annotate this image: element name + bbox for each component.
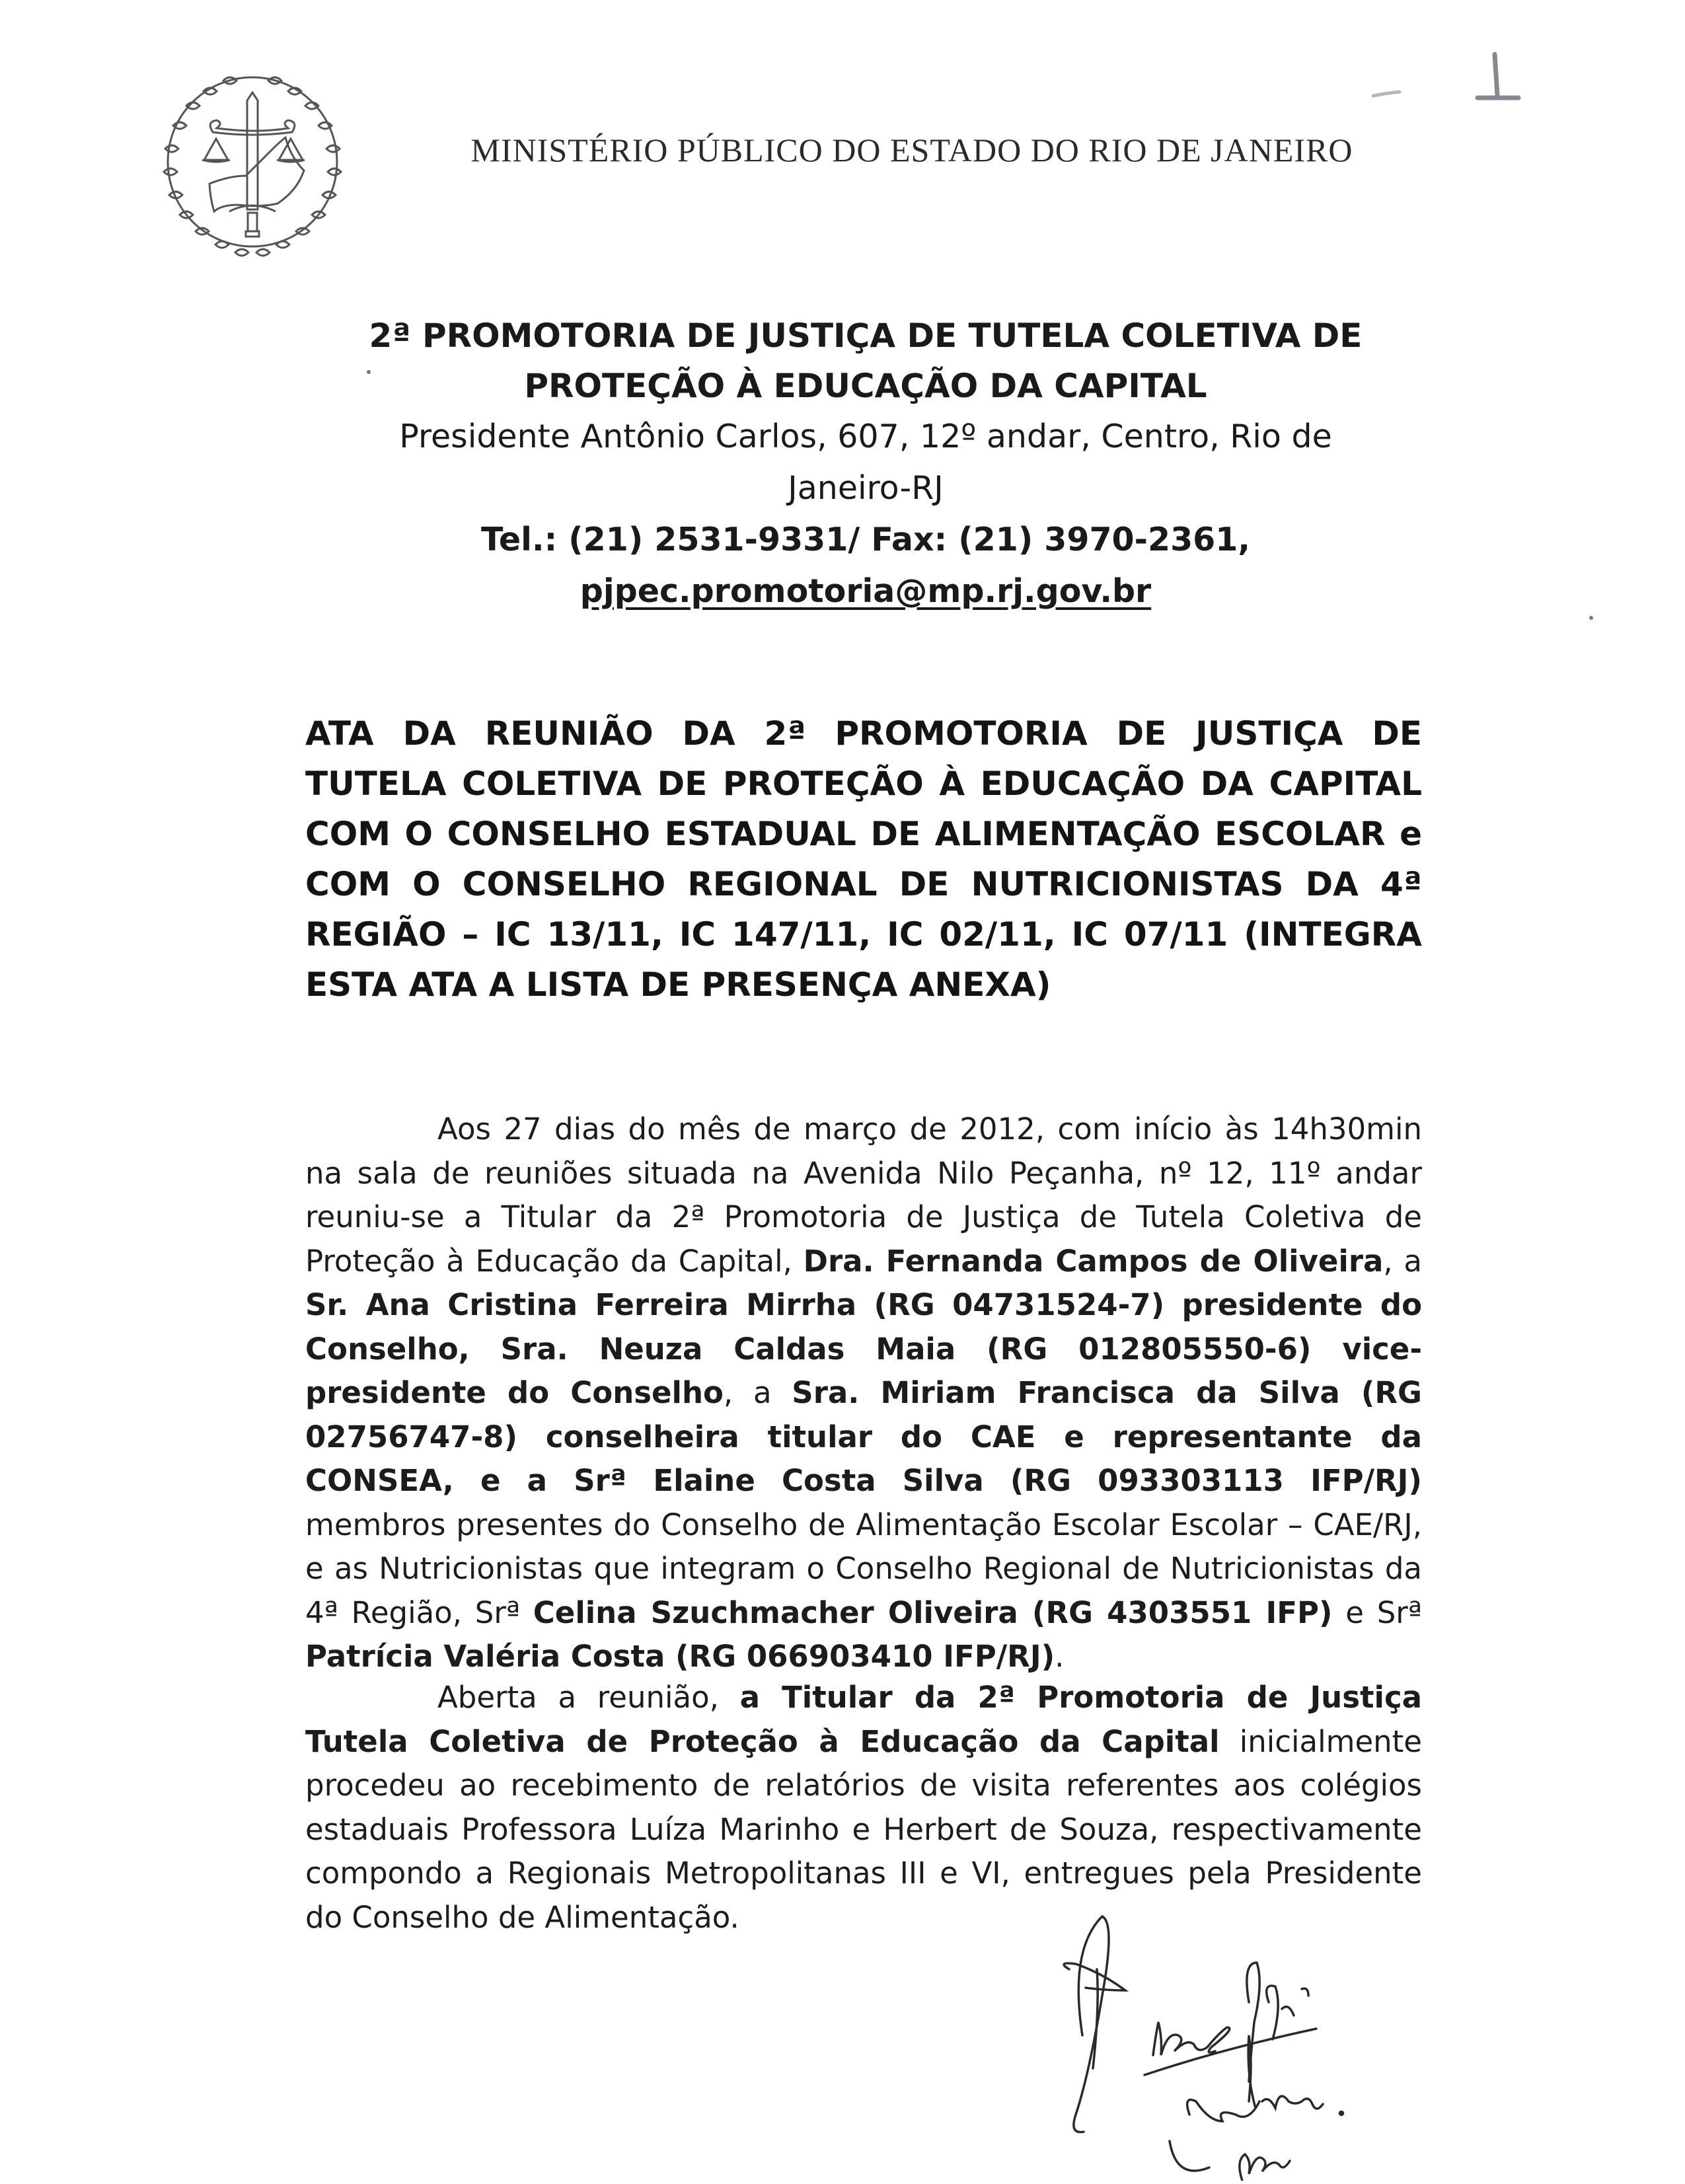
opening-paragraph	[305, 1676, 1422, 1939]
text-run: Aos 27 dias do mês de março de 2012, com início às 14h30min na sala de reuniões situada na Avenida Nilo Peçanha, nº 12, 11º andar reuniu-se a Titular da 2ª Promotoria de Justiça de Tutela Coletiva de Proteção à Educação da Capital,	[305, 1111, 1422, 1279]
institution-name: MINISTÉRIO PÚBLICO DO ESTADO DO RIO DE JANEIRO	[470, 132, 1353, 169]
bold-run-titular: a Titular da 2ª Promotoria de Justiça Tutela Coletiva de Proteção à Educação da Capital	[305, 1680, 1422, 1759]
text-run: , a	[723, 1375, 792, 1410]
text-run: membros presentes do Conselho de Alimentação Escolar Escolar – CAE/RJ, e as Nutricionistas que integram o Conselho Regional de Nutricionistas da 4ª Região, Srª	[305, 1507, 1422, 1630]
signature-1	[1064, 1916, 1125, 2132]
office-name-line2: PROTEÇÃO À EDUCAÇÃO DA CAPITAL	[524, 367, 1207, 405]
text-run: e Srª	[1332, 1595, 1422, 1630]
bold-run-prosecutor: Dra. Fernanda Campos de Oliveira	[803, 1243, 1384, 1279]
signature-2-neuza	[1144, 1963, 1316, 2082]
text-run: inicialmente procedeu ao recebimento de relatórios de visita referentes aos colégios estaduais Professora Luíza Marinho e Herbert de Souza, respectivamente compondo a Regionais Metropolitanas III e VI, entregues pela Presidente do Conselho de Alimentação.	[305, 1723, 1422, 1935]
text-run: Aberta a reunião,	[437, 1680, 740, 1715]
bold-run-nutritionist-2: Patrícia Valéria Costa (RG 066903410 IFP/RJ)	[305, 1639, 1055, 1674]
office-phone-fax: Tel.: (21) 2531-9331/ Fax: (21) 3970-2361,	[481, 521, 1250, 558]
institution-seal-icon	[147, 53, 358, 264]
signature-4-neu	[1240, 2154, 1290, 2181]
document-title: ATA DA REUNIÃO DA 2ª PROMOTORIA DE JUSTIÇA DE TUTELA COLETIVA DE PROTEÇÃO À EDUCAÇÃO DA CAPITAL COM O CONSELHO ESTADUAL DE ALIMENTAÇÃO ESCOLAR e COM O CONSELHO REGIONAL DE NUTRICIONISTAS DA 4ª REGIÃO – IC 13/11, IC 147/11, IC 02/11, IC 07/11 (INTEGRA ESTA ATA A LISTA DE PRESENÇA ANEXA)	[305, 714, 1422, 1004]
office-address-line2: Janeiro-RJ	[788, 469, 944, 507]
scan-speck	[367, 370, 371, 374]
office-address-line1: Presidente Antônio Carlos, 607, 12º andar, Centro, Rio de	[399, 418, 1332, 455]
text-run: .	[1055, 1639, 1065, 1674]
scan-speck	[1589, 616, 1593, 620]
office-name-line1: 2ª PROMOTORIA DE JUSTIÇA DE TUTELA COLETIVA DE	[369, 317, 1363, 355]
office-email-link[interactable]: pjpec.promotoria@mp.rj.gov.br	[580, 572, 1152, 610]
handwritten-mark	[1368, 83, 1407, 102]
scales-of-justice-icon	[147, 53, 358, 264]
signatures-area	[1031, 1903, 1493, 2181]
bold-run-council-members: Sra. Miriam Francisca da Silva (RG 02756747-8) conselheira titular do CAE e representante da CONSEA, e a Srª Elaine Costa Silva (RG 093303113 IFP/RJ)	[305, 1375, 1422, 1498]
bold-run-council-officers: Sr. Ana Cristina Ferreira Mirrha (RG 04731524-7) presidente do Conselho, Sra. Neuza Caldas Maia (RG 012805550-6) vice-presidente do Conselho	[305, 1287, 1422, 1410]
signature-3-ana-cristina	[1170, 2035, 1343, 2171]
handwritten-page-number	[1474, 46, 1533, 106]
office-header	[344, 311, 1388, 617]
bold-run-nutritionist-1: Celina Szuchmacher Oliveira (RG 4303551 IFP)	[533, 1595, 1333, 1630]
attendance-paragraph	[305, 1108, 1422, 1679]
text-run: , a	[1383, 1243, 1423, 1279]
